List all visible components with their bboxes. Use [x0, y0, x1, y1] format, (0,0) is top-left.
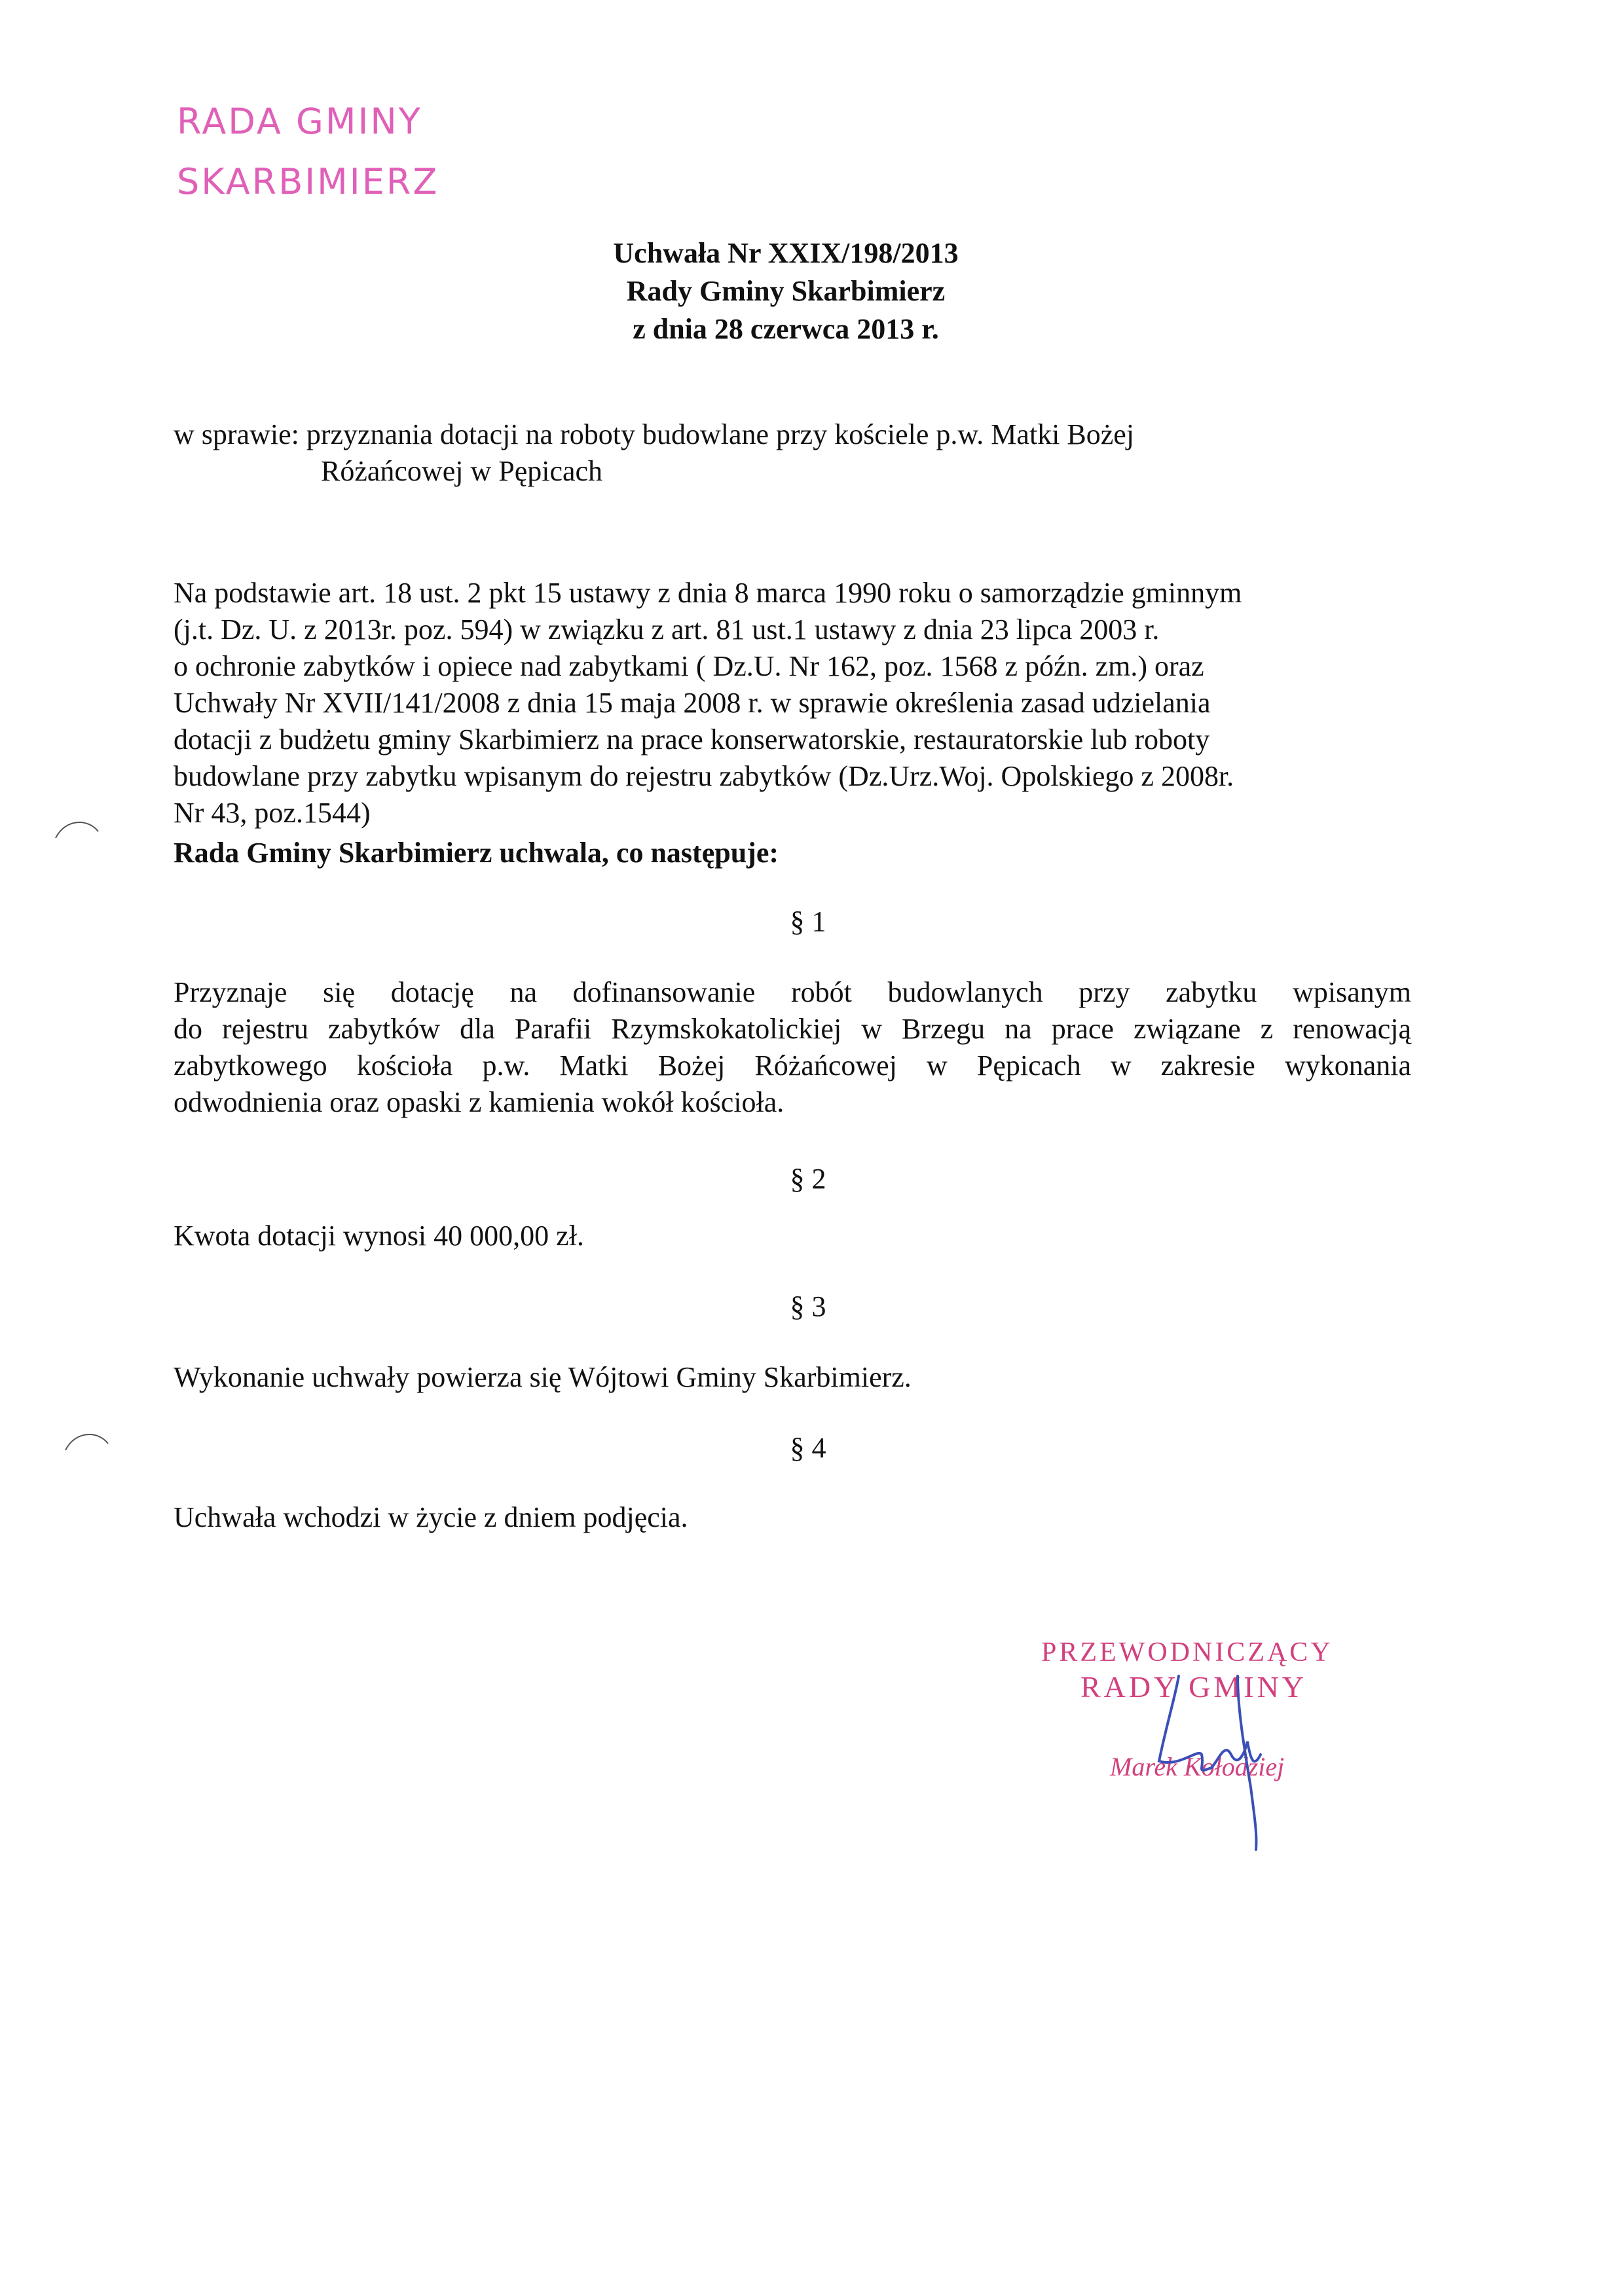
stamp-line-2: SKARBIMIERZ [177, 161, 439, 202]
section-1-text [174, 974, 1411, 1121]
section-1-mark: § 1 [790, 905, 826, 938]
signature-council: RADY GMINY [1080, 1670, 1308, 1704]
section-2-mark: § 2 [790, 1163, 826, 1195]
council-stamp [177, 92, 439, 212]
section-2-text: Kwota dotacji wynosi 40 000,00 zł. [174, 1220, 584, 1252]
legal-basis [174, 575, 1418, 831]
legal-basis-line: dotacji z budżetu gminy Skarbimierz na prace konserwatorskie, restauratorskie lub roboty [174, 723, 1210, 756]
subject-block [174, 416, 1134, 490]
subject-line-2: Różańcowej w Pępicach [321, 455, 603, 487]
section-4-text: Uchwała wchodzi w życie z dniem podjęcia. [174, 1501, 688, 1533]
legal-basis-line: Na podstawie art. 18 ust. 2 pkt 15 ustawy z dnia 8 marca 1990 roku o samorządzie gminnym [174, 577, 1242, 609]
section-1-line: do rejestru zabytków dla Parafii Rzymskokatolickiej w Brzegu na prace związane z renowacją [174, 1013, 1411, 1045]
legal-basis-line: Uchwały Nr XVII/141/2008 z dnia 15 maja 2008 r. w sprawie określenia zasad udzielania [174, 687, 1211, 719]
legal-basis-line: budowlane przy zabytku wpisanym do rejestru zabytków (Dz.Urz.Woj. Opolskiego z 2008r. [174, 760, 1234, 792]
legal-basis-line: (j.t. Dz. U. z 2013r. poz. 594) w związku z art. 81 ust.1 ustawy z dnia 23 lipca 2003 r. [174, 613, 1160, 646]
subject-line-1: w sprawie: przyznania dotacji na roboty budowlane przy kościele p.w. Matki Bożej [174, 418, 1135, 450]
punch-hole-mark-2 [62, 1427, 115, 1453]
issuing-body: Rady Gminy Skarbimierz [626, 275, 946, 307]
signature-name: Marek Kołodziej [1110, 1752, 1285, 1781]
section-1-line: Przyznaje się dotację na dofinansowanie robót budowlanych przy zabytku wpisanym [174, 976, 1411, 1008]
signature-title: PRZEWODNICZĄCY [1041, 1637, 1333, 1667]
section-3-mark: § 3 [790, 1290, 826, 1322]
resolution-header [0, 234, 1624, 348]
resolution-date: z dnia 28 czerwca 2013 r. [633, 313, 939, 345]
stamp-line-1: RADA GMINY [177, 101, 422, 142]
legal-basis-line: o ochronie zabytków i opiece nad zabytkami ( Dz.U. Nr 162, poz. 1568 z późn. zm.) oraz [174, 650, 1204, 682]
section-1-line: odwodnienia oraz opaski z kamienia wokół kościoła. [174, 1086, 784, 1118]
handwritten-signature [1139, 1669, 1297, 1853]
decree-statement: Rada Gminy Skarbimierz uchwala, co następuje: [174, 837, 779, 869]
legal-basis-line: Nr 43, poz.1544) [174, 797, 371, 829]
section-4-mark: § 4 [790, 1432, 826, 1464]
section-3-text: Wykonanie uchwały powierza się Wójtowi Gminy Skarbimierz. [174, 1361, 912, 1393]
punch-hole-mark-1 [52, 815, 105, 841]
section-1-line: zabytkowego kościoła p.w. Matki Bożej Różańcowej w Pępicach w zakresie wykonania [174, 1049, 1411, 1082]
resolution-number: Uchwała Nr XXIX/198/2013 [613, 237, 959, 269]
